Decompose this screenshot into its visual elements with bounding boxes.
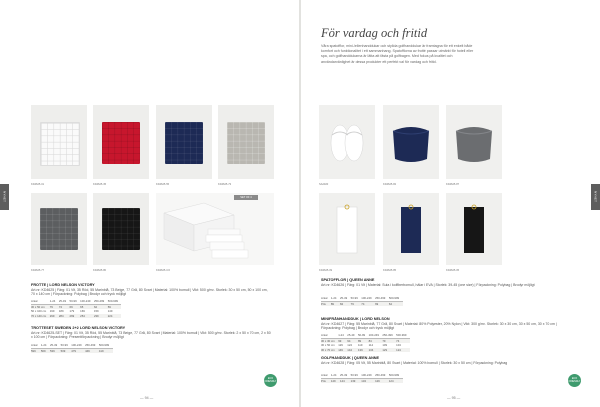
table-cell: Antal (31, 299, 50, 304)
section-heading: GOLFHANDDUK | QUEEN ANNE (321, 356, 380, 360)
table-cell: 129 (375, 378, 389, 383)
section-frotte (31, 283, 271, 297)
table-cell: 449 (85, 348, 99, 353)
table-cell: 74 (59, 304, 70, 309)
black-towel-image (102, 208, 140, 250)
table-cell: 129 (382, 348, 396, 353)
table-cell: 30 x 50 cm (321, 343, 335, 348)
navy-golf-towel-illustration (383, 193, 439, 265)
section-heading: FROTTE | LORD NELSON VICTORY (31, 283, 95, 287)
table-cell: 64 (389, 301, 403, 306)
section-minifranhandduk (321, 317, 561, 331)
set-badge: SET OF 4 (234, 195, 258, 200)
table-cell: 599 (31, 348, 41, 353)
product-code: KD4625-82 (383, 183, 397, 186)
product-code: KD4625-35 (93, 183, 107, 186)
product-code: KD4625-05 (446, 269, 460, 272)
table-cell: 30 x 70 cm (321, 348, 338, 353)
table-cell: 65 (80, 304, 94, 309)
table-cell: 59 (108, 304, 122, 309)
table-cell: 25-49 (59, 299, 70, 304)
side-tab-right: NYHET (591, 184, 600, 210)
table-cell: 269 (70, 314, 81, 319)
table-cell: 1-24 (338, 333, 347, 338)
page-title: För vardag och fritid (321, 26, 428, 40)
table-cell: 144 (340, 378, 351, 383)
table-cell: 169 (80, 309, 85, 314)
table-cell: 539 (50, 348, 61, 353)
table-cell: 500-999 (99, 343, 113, 348)
table-cell: 114 (368, 343, 374, 348)
table-cell: Pris (321, 378, 331, 383)
table-cell: 100-249 (369, 333, 383, 338)
section-spatofflor (321, 278, 561, 287)
table-cell: 149 (331, 378, 340, 383)
section-heading: TROTTESET SWEDEN 2+2 LORD NELSON VICTORY (31, 326, 126, 330)
table-cell: 100-249 (80, 299, 94, 304)
table-cell: 500-999 (389, 373, 403, 378)
product-tile-black-golf-towel[interactable] (446, 193, 502, 265)
eco-friendly-badge: ECO FRIENDLY (568, 374, 581, 387)
table-cell: 79 (50, 304, 59, 309)
navy-towel-image (165, 122, 203, 164)
table-cell: 250-499 (382, 333, 396, 338)
product-code: KD4625-73 (218, 183, 232, 186)
table-cell: 79 (382, 338, 396, 343)
section-trotteset (31, 326, 271, 340)
table-cell: 89 (331, 301, 340, 306)
table-cell: 124 (396, 348, 410, 353)
table-cell: Pris (321, 301, 331, 306)
table-cell: 124 (389, 378, 403, 383)
table-cell: 84 (369, 338, 383, 343)
table-cell: 100-249 (361, 373, 375, 378)
product-tile-navy-mini-towel[interactable] (383, 105, 439, 179)
table-cell: 250-499 (375, 373, 389, 378)
table-cell: 30 x 30 cm (321, 338, 338, 343)
slippers-illustration (319, 105, 375, 179)
product-code: KD4625-01 (31, 183, 45, 186)
price-table-spatofflor (321, 296, 403, 306)
table-cell: 30 x 50 cm (31, 304, 50, 309)
white-towel-image (40, 122, 80, 166)
table-row (321, 301, 403, 306)
price-table-golfhandduk (321, 373, 403, 383)
table-cell: 79 (351, 301, 362, 306)
table-cell: 509 (61, 348, 72, 353)
table-cell: 500-999 (396, 333, 410, 338)
product-tile-grey-towel[interactable] (31, 193, 87, 265)
table-cell: 500-999 (108, 299, 122, 304)
section-heading: SPATOFFLOR | QUEEN ANNE (321, 278, 375, 282)
table-cell: 89 (358, 338, 369, 343)
page-number-right: — 95 — (447, 396, 461, 400)
section-golfhandduk (321, 356, 561, 365)
product-tile-gift-set[interactable] (156, 193, 274, 265)
section-body: Art.nr: KD4625-SET | Färg: 01 Vit, 35 Röd, 55 Marinblå, 73 Beige, 77 Grå, 80 Svart | Material: 100% bomull | Vikt: 500 g/m². Storlek: 2 x 50 x 70 cm, 2 x 50 x 100 cm | Förpackning: Presentförpackning | Brodyr möjligt (31, 330, 271, 340)
white-golf-towel-illustration (319, 193, 375, 265)
table-cell: Antal (31, 343, 41, 348)
section-body: Art.nr: KD4625 | Färg: 01 Vit, 35 Röd, 55 Marinblå, 73 Beige, 77 Grå, 80 Svart | Material: 100% bomull | Vikt: 500 g/m². Storlek: 30 x 50 cm, 50 x 100 cm, 70 x 140 cm | Förpackning: Polybag | Brodyr och tryck möjligt (31, 287, 268, 297)
table-cell: 284 (59, 314, 70, 319)
product-tile-black-towel[interactable] (93, 193, 149, 265)
table-row (321, 378, 403, 383)
table-cell: 74 (396, 338, 410, 343)
gift-box-illustration (156, 193, 274, 265)
product-code: KD4625-77 (31, 269, 45, 272)
table-cell: Antal (321, 296, 331, 301)
table-cell: 569 (41, 348, 50, 353)
eco-friendly-badge: ECO FRIENDLY (264, 374, 277, 387)
table-cell: 50-99 (70, 299, 81, 304)
table-cell: 149 (338, 348, 347, 353)
product-code: KD4625-CO (156, 269, 171, 272)
table-cell: 139 (351, 378, 362, 383)
table-cell: 119 (357, 343, 363, 348)
table-cell: 99 (338, 338, 347, 343)
table-cell: 159 (93, 309, 99, 314)
table-cell: 50-99 (358, 333, 369, 338)
section-heading: MINIFRÄNHANDDUK | LORD NELSON (321, 317, 390, 321)
table-cell: 224 (108, 314, 122, 319)
table-cell: 62 (94, 304, 108, 309)
table-cell: Antal (321, 333, 338, 338)
table-cell: 129 (338, 343, 343, 348)
section-body: Art.nr: KD4628 | Färg: 05 Vit, 55 Marinblå, 80 Svart | Material: 100% bomull | Storlek: 30 x 50 cm | Förpackning: Polybag (321, 360, 508, 365)
table-cell: 189 (58, 309, 64, 314)
table-cell: 124 (347, 343, 352, 348)
product-tile-beige-towel[interactable] (218, 105, 274, 179)
table-cell: 70 x 140 cm (31, 314, 50, 319)
product-code: KD4625-55 (156, 183, 170, 186)
table-cell: 25-49 (50, 343, 61, 348)
table-cell: 250-499 (94, 299, 108, 304)
product-code: KD4625-80 (93, 269, 107, 272)
product-tile-navy-towel[interactable] (156, 105, 212, 179)
price-table-minifranhandduk (321, 333, 410, 352)
red-towel-image (102, 122, 140, 164)
table-cell: 84 (340, 301, 351, 306)
navy-mini-towel-illustration (383, 105, 439, 179)
page-number-left: — 94 — (140, 396, 154, 400)
product-code: KD4625-85 (383, 269, 397, 272)
grey-mini-towel-illustration (446, 105, 502, 179)
price-table-trotteset (31, 343, 113, 353)
table-row (321, 348, 410, 353)
product-tile-white-towel[interactable] (31, 105, 87, 179)
table-cell: 144 (347, 348, 358, 353)
table-cell: 94 (347, 338, 358, 343)
table-cell: 149 (107, 309, 113, 314)
table-cell: 69 (375, 301, 389, 306)
grey-towel-image (40, 208, 78, 250)
table-cell: 500-999 (389, 296, 403, 301)
table-cell: 50-99 (351, 296, 362, 301)
table-cell: Antal (321, 373, 331, 378)
table-cell: 69 (70, 304, 81, 309)
table-cell: 134 (369, 348, 383, 353)
product-code: KD4625-87 (446, 183, 460, 186)
product-tile-white-golf-towel[interactable] (319, 193, 375, 265)
left-page (0, 0, 299, 407)
table-cell: 239 (94, 314, 108, 319)
table-row (31, 314, 121, 319)
table-cell: 250-499 (375, 296, 389, 301)
product-tile-spa-slippers[interactable] (319, 105, 375, 179)
table-cell: 100-249 (71, 343, 85, 348)
table-cell: 104 (396, 343, 401, 348)
table-cell: 109 (382, 343, 388, 348)
table-cell: 74 (361, 301, 375, 306)
product-tile-red-towel[interactable] (93, 105, 149, 179)
table-cell: 25-49 (340, 296, 351, 301)
table-cell: 50-99 (351, 373, 362, 378)
side-tab-left: NYHET (0, 184, 9, 210)
table-cell: 1-24 (331, 296, 340, 301)
intro-text: Våra spatofflor, mini-/ellenhanddukar och stylida golfhanddukar är framtagna för ett enkelt både komfort och funktionalitet i ett sammanhang. Spatofflorna av frotté passar utmärkt för hotell eller spa, och golfhanddukarna är lätta att fästa på golfbagen. Med fokus på kvalitet och användarvänlighet är dessa produkter ett perfekt val för vardag och fritid. (321, 44, 474, 64)
beige-towel-image (227, 122, 265, 164)
product-code: SA2020 (319, 183, 329, 186)
table-cell: 134 (361, 378, 375, 383)
table-cell: 1-24 (41, 343, 50, 348)
table-cell: 139 (358, 348, 369, 353)
table-cell: 479 (71, 348, 85, 353)
black-golf-towel-illustration (446, 193, 502, 265)
product-tile-grey-mini-towel[interactable] (446, 105, 502, 179)
table-cell: 25-49 (340, 373, 351, 378)
table-row (31, 348, 113, 353)
table-cell: 419 (99, 348, 113, 353)
table-cell: 100-249 (361, 296, 375, 301)
table-cell: 1-24 (50, 299, 59, 304)
price-table-frotte (31, 299, 121, 318)
table-cell: 50-99 (61, 343, 72, 348)
section-body: Art.nr: KD4626 | Färg: 01 Vit | Material: Sula i kolfiberbomull, hälar i EVA | Storlek: 39-45 (one size) | Förpackning: Polybag | Brodyr möjligt (321, 282, 535, 287)
product-code: KD4625-09 (319, 269, 333, 272)
table-cell: 299 (50, 314, 59, 319)
table-cell: 199 (49, 309, 55, 314)
table-cell: 250-499 (85, 343, 99, 348)
table-cell: 1-24 (331, 373, 340, 378)
product-tile-navy-golf-towel[interactable] (383, 193, 439, 265)
table-cell: 25-49 (347, 333, 358, 338)
table-cell: 50 x 100 cm (31, 309, 47, 314)
table-cell: 254 (80, 314, 94, 319)
section-body: Art.nr: KD4627 | Färg: 55 Marinblå, 77 Grå, 80 Svart | Material: 80% Polyester, 20% Nylon | Vikt: 300 g/m². Storlek: 30 x 30 cm, 30 x 50 cm, 30 x 70 cm | Förpackning: Polybag | Brodyr och tryck möjligt (321, 321, 557, 331)
table-cell: 179 (69, 309, 75, 314)
